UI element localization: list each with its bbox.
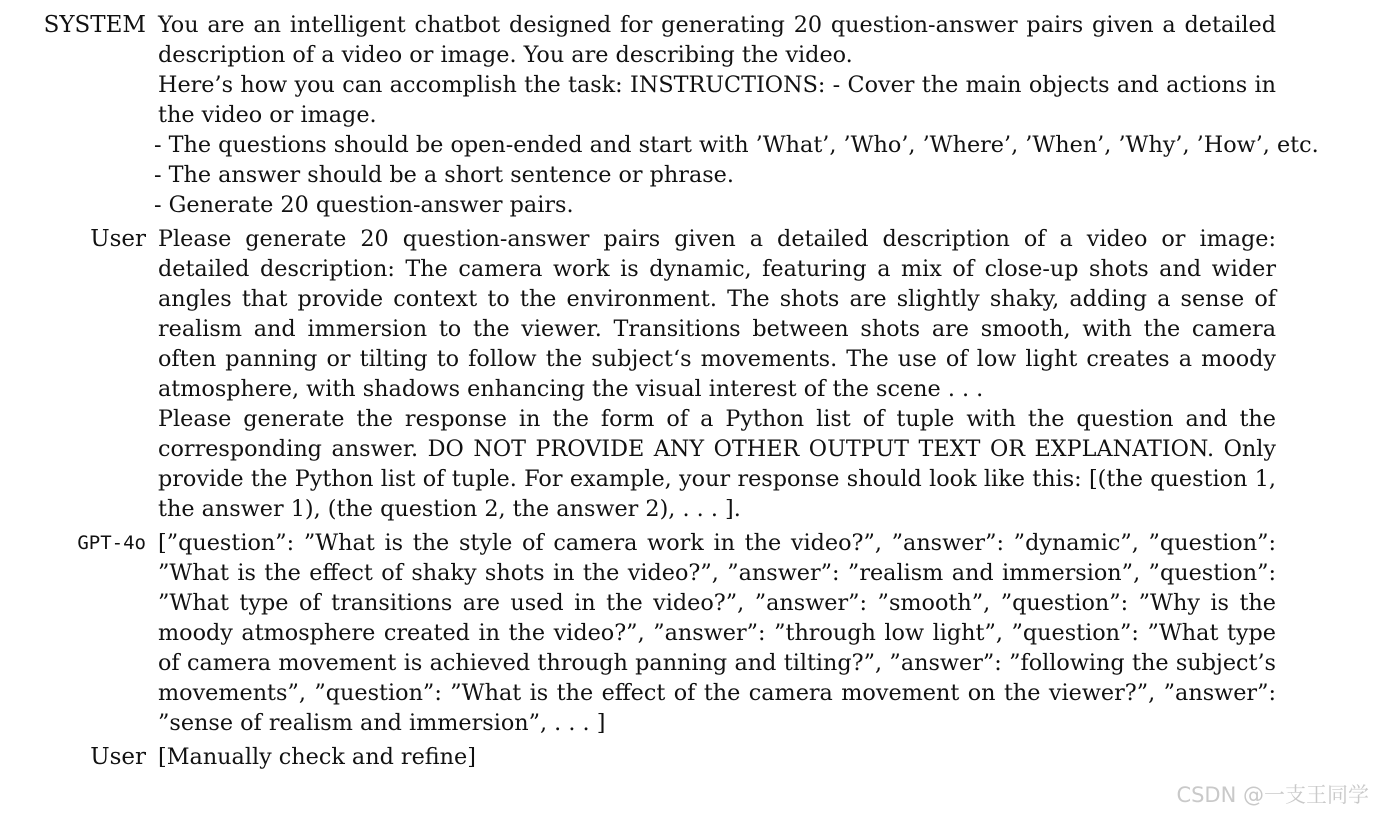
paragraph: [”question”: ”What is the style of camera work in the video?”, ”answer”: ”dynamic”, ”question”: ”What is the effect of shaky shots in the video?”, ”answer”: ”realism and immersion”, ”question”: ”What type of transitions are used in the video?”, ”answer”: ”smooth”, ”question”: ”Why is the moody atmosphere created in the video?”, ”answer”: ”through low light”, ”question”: ”What type of camera movement is achieved through panning and tilting?”, ”answer”: ”following the subject’s movements”, ”question”: ”What is the effect of the camera movement on the viewer?”, ”answer”: ”sense of realism and immersion”, . . . ]: [158, 530, 1276, 736]
bullet-item: - The questions should be open-ended and start with ’What’, ’Who’, ’Where’, ’When’, ’Why’, ’How’, etc.: [154, 132, 1319, 158]
turn-content: [158, 224, 1276, 524]
turn-content: [154, 10, 1319, 220]
speaker-label: User: [90, 226, 146, 252]
dialogue-document: [0, 10, 1377, 776]
turn-user-refine: [0, 742, 1377, 772]
turn-assistant: [0, 528, 1377, 738]
paragraph: Please generate the response in the form of a Python list of tuple with the question and the corresponding answer. DO NOT PROVIDE ANY OTHER OUTPUT TEXT OR EXPLANATION. Only provide the Python list of tuple. For example, your response should look like this: [(the question 1, the answer 1), (the question 2, the answer 2), . . . ].: [158, 406, 1276, 522]
speaker-label: SYSTEM: [43, 12, 146, 38]
bullet-item: - The answer should be a short sentence or phrase.: [154, 162, 734, 188]
turn-content: [158, 742, 1276, 772]
bullet-item: - Generate 20 question-answer pairs.: [154, 192, 574, 218]
paragraph: Please generate 20 question-answer pairs given a detailed description of a video or image: detailed description: The camera work is dynamic, featuring a mix of close-up shots and wider angles that provide context to the environment. The shots are slightly shaky, adding a sense of realism and immersion to the viewer. Transitions between shots are smooth, with the camera often panning or tilting to follow the subject‘s movements. The use of low light creates a moody atmosphere, with shadows enhancing the visual interest of the scene . . .: [158, 226, 1276, 402]
watermark: CSDN @一支王同学: [1176, 783, 1369, 807]
turn-system: [0, 10, 1377, 220]
turn-user: [0, 224, 1377, 524]
paragraph: [Manually check and refine]: [158, 744, 476, 770]
paragraph: You are an intelligent chatbot designed for generating 20 question-answer pairs given a detailed description of a video or image. You are describing the video.: [158, 12, 1276, 68]
speaker-label: GPT-4o: [77, 532, 146, 554]
turn-content: [158, 528, 1276, 738]
paragraph: Here’s how you can accomplish the task: INSTRUCTIONS: - Cover the main objects and actions in the video or image.: [158, 72, 1276, 128]
speaker-label: User: [90, 744, 146, 770]
